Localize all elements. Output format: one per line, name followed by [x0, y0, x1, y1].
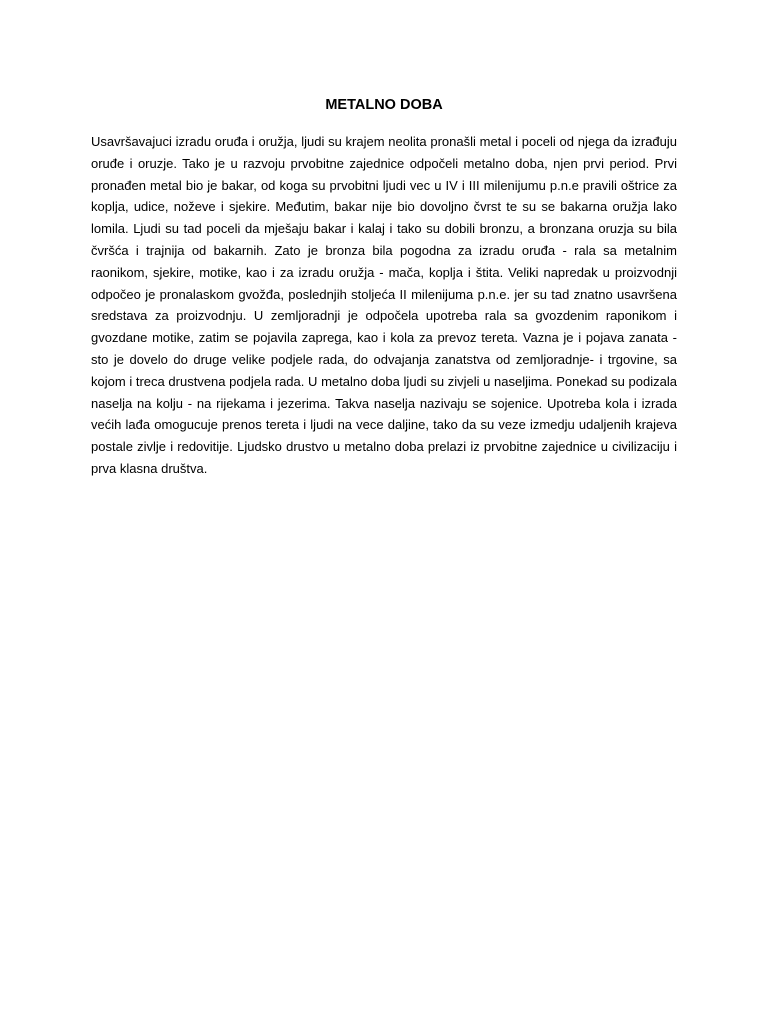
document-title: METALNO DOBA [325, 97, 443, 113]
body-paragraph: Usavršavajuci izradu oruđa i oružja, ljudi su krajem neolita pronašli metal i poceli od njega da izrađuju oruđe i oruzje. Tako je u razvoju prvobitne zajednice odpočeli metalno doba, njen prvi period. Prvi pronađen metal bio je bakar, od koga su prvobitni ljudi vec u IV i III milenijumu p.n.e pravili oštrice za koplja, udice, noževe i sjekire. Međutim, bakar nije bio dovoljno čvrst te su se bakarna oružja lako lomila. Ljudi su tad poceli da mješaju bakar i kalaj i tako su dobili bronzu, a bronzana oruzja su bila čvršća i trajnija od bakarnih. Zato je bronza bila pogodna za izradu oruđa - rala sa metalnim raonikom, sjekire, motike, kao i za izradu oružja - mača, koplja i štita. Veliki napredak u proizvodnji odpočeo je pronalaskom gvožđa, poslednjih stoljeća II milenijuma p.n.e. jer su tad znatno usavršena sredstava za proizvodnju. U zemljoradnji je odpočela upotreba rala sa gvozdenim raponikom i gvozdane motike, zatim se pojavila zaprega, kao i kola za prevoz tereta. Vazna je i pojava zanata - sto je dovelo do druge velike podjele rada, do odvajanja zanatstva od zemljoradnje- i trgovine, sa kojom i treca drustvena podjela rada. U metalno doba ljudi su zivjeli u naseljima. Ponekad su podizala naselja na kolju - na rijekama i jezerima. Takva naselja nazivaju se sojenice. Upotreba kola i izrada većih lađa omogucuje prenos tereta i ljudi na vece daljine, tako da su veze izmedju udaljenih krajeva postale zivlje i redovitije. Ljudsko drustvo u metalno doba prelazi iz prvobitne zajednice u civilizaciju i prva klasna društva. [91, 134, 677, 476]
